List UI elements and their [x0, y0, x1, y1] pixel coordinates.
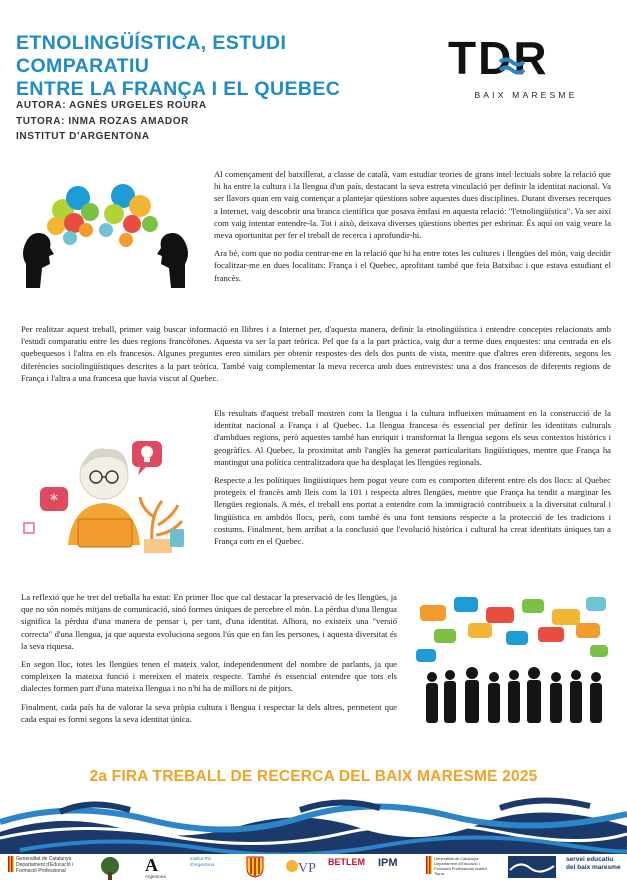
tutor-name: TUTORA: INMA ROZAS AMADOR: [16, 115, 189, 127]
logo-generalitat-tiana: Generalitat de Catalunya Departament d'Educació i Formació Professional Institut Tiana: [426, 856, 500, 877]
method-section: [21, 323, 611, 390]
paragraph-focus: Ara bé, com que no podia centrar-me en la relació que hi ha entre totes les cultures i llengües del món, vaig decidir focalitzar-me en dues localitats: França i el Quebec, aprofitant també que feia Batxibac i que estava estudiant el francès.: [214, 248, 611, 283]
fair-title: 2a FIRA TREBALL DE RECERCA DEL BAIX MARESME 2025: [89, 768, 538, 785]
people-silhouettes: [426, 667, 602, 723]
logo-servei-educatiu: servei educatiu del baix maresme: [566, 856, 621, 871]
tree-logo-icon: [92, 856, 128, 880]
logo-argentona: A Argentona: [145, 855, 166, 879]
footer-waves-decoration: [0, 792, 627, 854]
logo-generalitat-educacio: Generalitat de Catalunya Departament d'Educació i Formació Professional: [8, 856, 86, 874]
author-name: AUTORA: AGNÈS URGELES ROURA: [16, 100, 207, 111]
svg-text:VP: VP: [298, 861, 316, 876]
logo-ipm: IPM: [378, 857, 398, 869]
crest-logo-icon: [246, 856, 264, 878]
paragraph-method: Per realitzar aquest treball, primer vaig buscar informació en llibres i a Internet per, d'aquesta manera, definir la etnolingüística i entendre conceptes relacionats amb l'estudi comparatiu entre les dues regions francòfones. Aquesta va ser la part teòrica. Pel que fa a la part pràctica, vaig dur a terme dues enquestes: una centrada en els quebequesos i l'altra en els francesos. Algunes preguntes eren similars per obtenir respostes des dels dos punts de vista, mentre que d'altres eren diferents, segons les diferències sociolingüístiques descrites a la part teòrica. També vaig complementar la meva recerca amb dues entrevistes: una a dos francesos de diferents regions de França i l'altra a una francesa que havia viscut al Quebec.: [21, 324, 611, 383]
vp-logo-icon: [284, 856, 318, 882]
paragraph-results: Els resultats d'aquest treball mostren com la llengua i la cultura influeixen mútuament en la construcció de la identitat nacional a França i al Quebec. La llengua francesa és essencial per definir les identitats culturals d'ambdues regions, però aquestes també han enriquit i transformat la llengua segons els seus contextos històrics i geogràfics. Al Quebec, la proximitat amb l'anglès ha generat particularitats lingüístiques, mentre que França ha mantingut una política centralitzadora que ha desplaçat les llengües regionals.: [214, 408, 611, 467]
sponsor-logos-row: [0, 852, 627, 888]
woman-laptop-illustration: [22, 425, 190, 555]
laptop-icon: [78, 519, 132, 547]
heads-speech-illustration: [18, 168, 193, 288]
school-name: INSTITUT D'ARGENTONA: [16, 131, 150, 142]
people-speech-bubbles-illustration: [410, 593, 612, 728]
paragraph-second: En segon lloc, totes les llengües tenen el mateix valor, independentment del nombre de parlants, ja que compleixen la mateixa funció i mereixen el mateix respecte. També és essencial entendre que tots els dialectes formen part d'una mateixa llengua i no n'hi ha de millors ni de pitjors.: [21, 659, 397, 694]
paragraph-final: Finalment, cada país ha de valorar la seva pròpia cultura i llengua i respectar la dels altres, permetent que cada espai es formi segons la seva identitat única.: [21, 701, 397, 724]
head-right-icon: [157, 233, 188, 288]
sticker-left-icon: [24, 523, 34, 533]
speech-cloud-left: [47, 186, 99, 245]
reflection-section: [21, 591, 397, 731]
logo-betlem: BETLEM: [328, 857, 365, 867]
head-left-icon: [23, 233, 54, 288]
results-section: [214, 407, 611, 553]
svg-text:*: *: [50, 490, 58, 509]
mug-icon: [170, 529, 184, 547]
paragraph-reflection: La reflexió que he tret del treballa ha estat: En primer lloc que cal destacar la preservació de les llengües, ja que no són només mitjans de comunicació, sinó formes úniques de percebre el món. La pèrdua d'una llengua significa la pèrdua d'una manera de pensar i, per tant, d'una identitat. Alhora, no existeix una "versió correcta" d'una llengua, ja que aquesta evoluciona segons l'ús que en fan les persones, i aquesta diversitat és la seva riquesa.: [21, 592, 397, 651]
waves-logo-icon: [508, 856, 556, 878]
paragraph-policies: Respecte a les polítiques lingüístiques hem pogut veure com es comporten diferent entre els dos llocs: al Quebec protegeix el francès amb lleis com la 101 i respecta altres llengües, mentre que França ha tendit a marginar les llengües regionals. A més, el treball ens portat a entendre com la immigració contribueix a la diversitat cultural i lingüística en ambdós llocs, però, com també és una font tensions respecte a la protecció de les tradicions i costums. Finalment, hem arribat a la conclusió que l'evolució històrica i cultural ha creat identitats úniques tan a França com en el Quebec.: [214, 475, 611, 547]
speech-cloud-right: [99, 184, 158, 247]
intro-section: [214, 168, 611, 290]
title-line-2: ENTRE LA FRANÇA I EL QUEBEC: [16, 78, 341, 100]
tdr-logo-text: TDR: [448, 34, 549, 84]
logo-institut-pla: Institut Pla d'Argentona: [190, 856, 215, 867]
title-line-1: ETNOLINGÜÍSTICA, ESTUDI COMPARATIU: [16, 32, 287, 77]
author-block: [16, 98, 207, 145]
poster-title: [16, 32, 416, 101]
paragraph-intro: Al començament del batxillerat, a classe de català, vam estudiar teories de grans intel·lectuals sobre la relació que hi ha entre la cultura i la llengua d'un país, destacant la seva estreta vinculació per definir la identitat nacional. Va ser llavors quan em vaig començar a plantejar qüestions sobre aquestes dues disciplines. Durant diverses recerques a Internet, vaig descobrir una branca científica que posava èmfasi en aquesta relació: "l'etnolingüística". Va ser així com vaig intentar entendre-la. Tot i això, deixava diverses qüestions obertes per esbrinar. És aquí on vaig veure la meva oportunitat per fer el treball de recerca i aprofundir-hi.: [214, 169, 611, 241]
logo-subtitle: BAIX MARESME: [474, 90, 578, 100]
